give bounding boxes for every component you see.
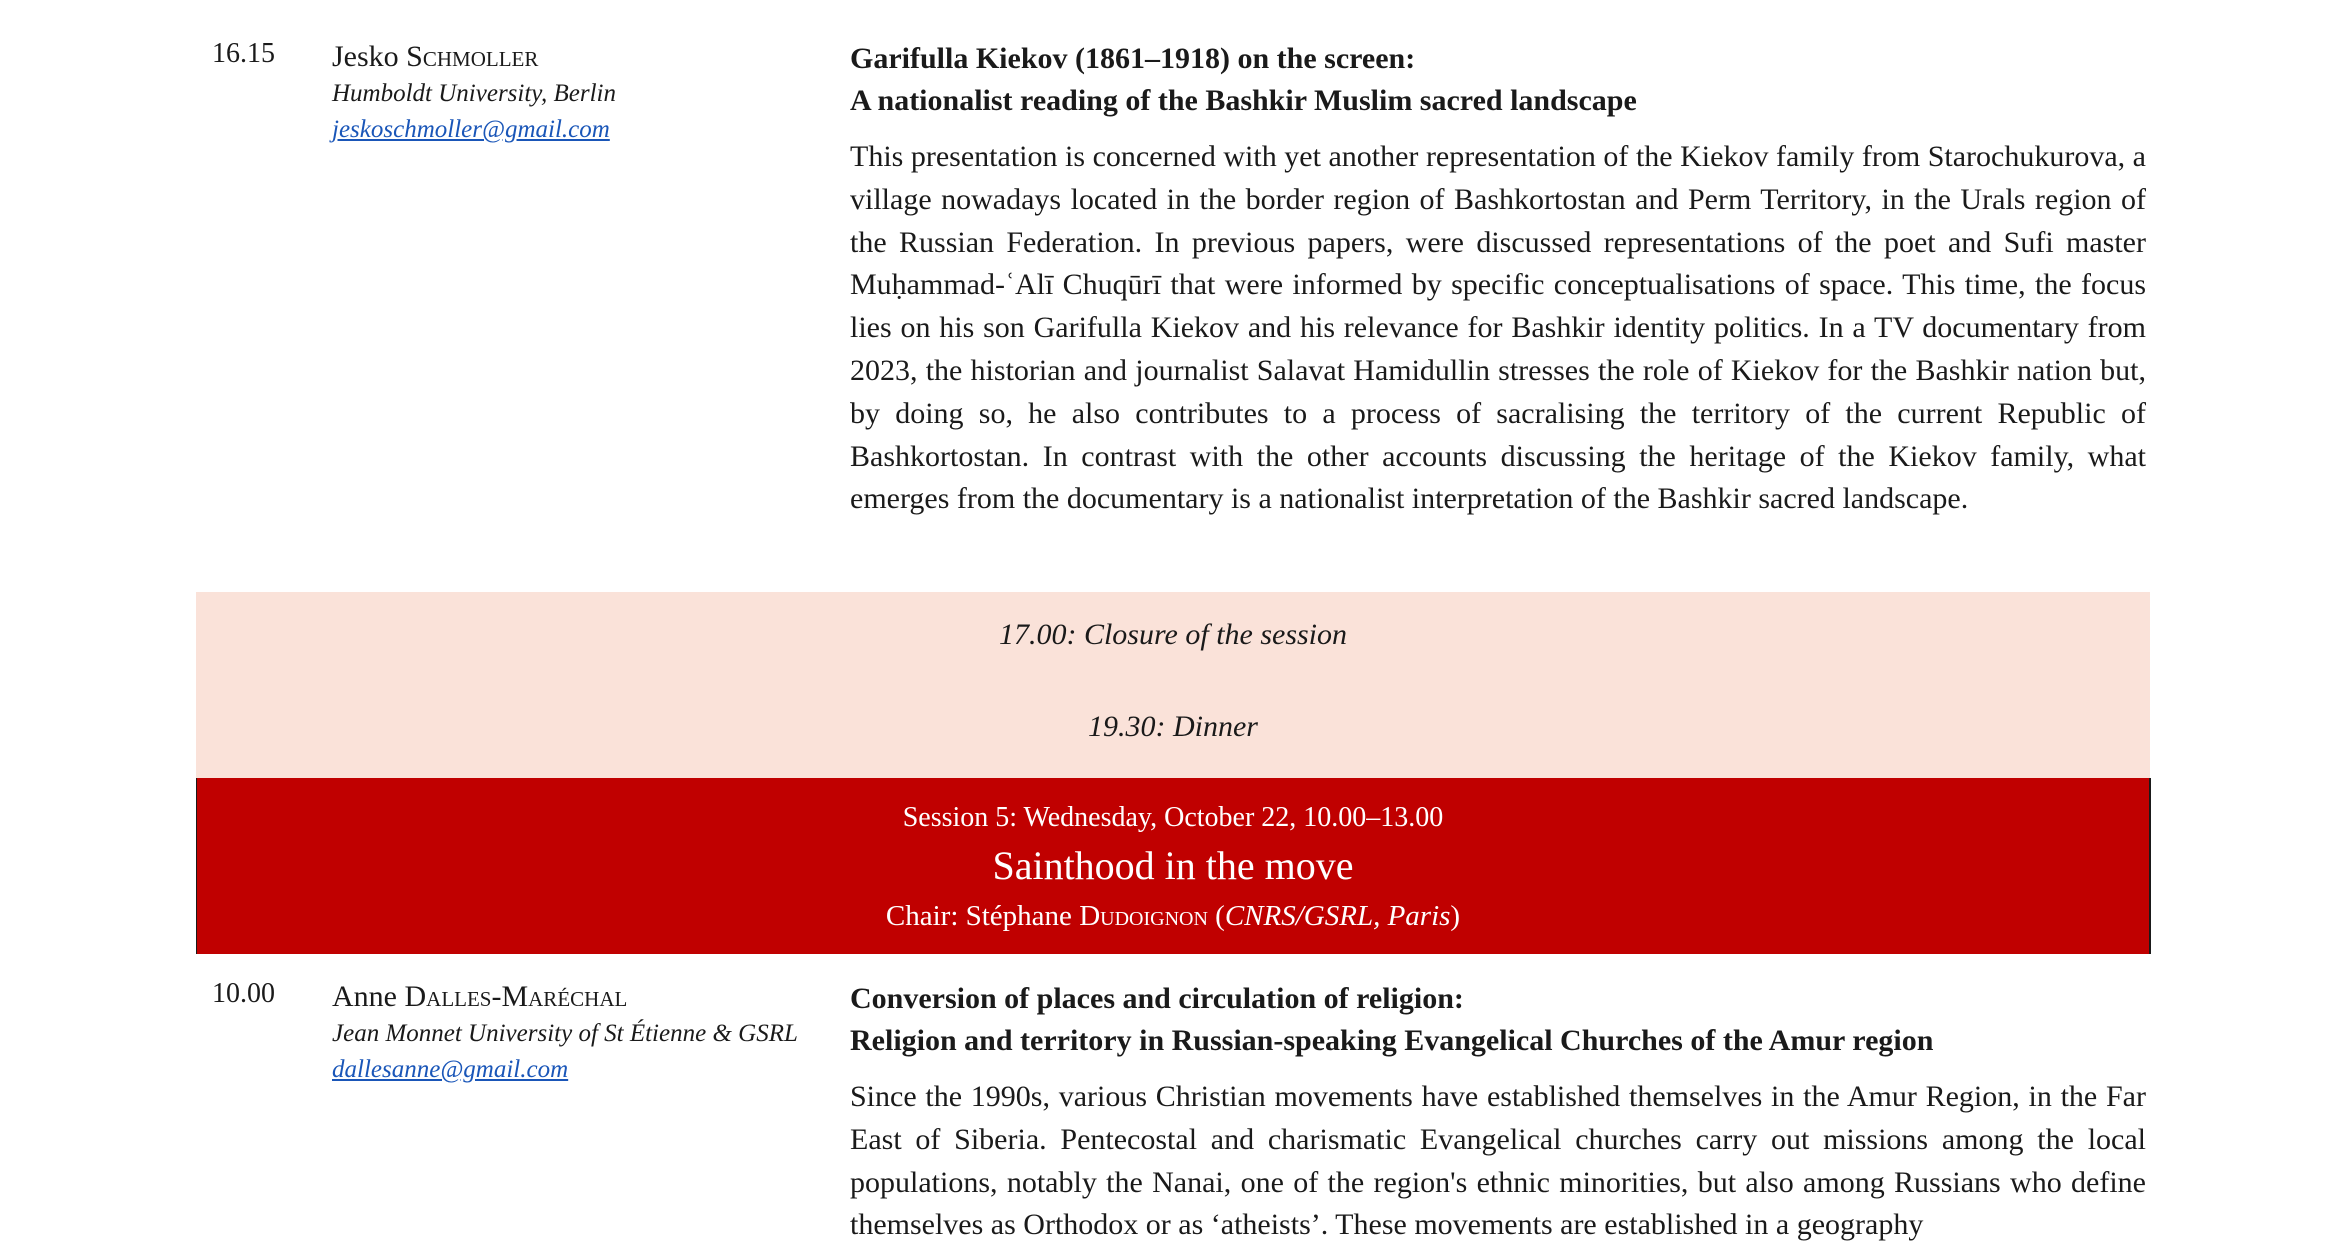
speaker-block [332, 978, 832, 1088]
session-closure-band [196, 592, 2150, 778]
talk-title-line2: Religion and territory in Russian-speaking Evangelical Churches of the Amur region [850, 1024, 1934, 1057]
talk-time: 10.00 [212, 978, 275, 1009]
speaker-email-link[interactable]: jeskoschmoller@gmail.com [332, 116, 610, 143]
speaker-name [332, 978, 832, 1016]
chair-paren-close: ) [1450, 900, 1461, 932]
speaker-affiliation: Humboldt University, Berlin [332, 80, 616, 107]
chair-prefix: Chair: Stéphane [885, 900, 1080, 932]
talk-abstract: This presentation is concerned with yet another representation of the Kiekov family from Starochukurova, a village nowadays located in the border region of Bashkortostan and Perm Territory, in the Urals region of the Russian Federation. In previous papers, were discussed representations of the poet and Sufi master Muḥammad-ʿAlī Chuqūrī that were informed by specific conceptualisations of space. This time, the focus lies on his son Garifulla Kiekov and his relevance for Bashkir identity politics. In a TV documentary from 2023, the historian and journalist Salavat Hamidullin stresses the role of Kiekov for the Bashkir nation but, by doing so, he also contributes to a process of sacralising the territory of the current Republic of Bashkortostan. In contrast with the other accounts discussing the heritage of the Kiekov family, what emerges from the documentary is a nationalist interpretation of the Bashkir sacred landscape. [850, 140, 2146, 516]
speaker-name [332, 38, 832, 76]
talk-abstract: Since the 1990s, various Christian movements have established themselves in the Amur Region, in the Far East of Siberia. Pentecostal and charismatic Evangelical churches carry out missions among the local populations, notably the Nanai, one of the region's ethnic minorities, but also among Russians who define themselves as Orthodox or as ‘atheists’. These movements are established in a geography [850, 1080, 2146, 1242]
session-date-line: Session 5: Wednesday, October 22, 10.00–13.00 [902, 802, 1444, 833]
session-theme: Sainthood in the move [992, 843, 1354, 888]
speaker-last-name: Dalles-Maréchal [404, 980, 628, 1013]
speaker-last-name: Schmoller [406, 40, 539, 73]
talk-title-line2: A nationalist reading of the Bashkir Muslim sacred landscape [850, 84, 1637, 117]
talk-title [850, 978, 2146, 1062]
talk-title-line1: Garifulla Kiekov (1861–1918) on the screen: [850, 42, 1416, 75]
chair-affiliation: CNRS/GSRL, Paris [1224, 900, 1451, 932]
dinner-time-line: 19.30: Dinner [1088, 710, 1258, 743]
talk-title-line1: Conversion of places and circulation of religion: [850, 982, 1464, 1015]
chair-last-name: Dudoignon [1079, 900, 1208, 932]
speaker-email-link[interactable]: dallesanne@gmail.com [332, 1056, 569, 1083]
talk-body [850, 38, 2146, 521]
speaker-block [332, 38, 832, 148]
talk-title [850, 38, 2146, 122]
chair-paren-open: ( [1207, 900, 1225, 932]
talk-time: 16.15 [212, 38, 275, 69]
closure-time-line: 17.00: Closure of the session [998, 618, 1348, 651]
speaker-first-name: Jesko [332, 40, 399, 73]
talk-body [850, 978, 2146, 1247]
speaker-affiliation: Jean Monnet University of St Étienne & GSRL [332, 1020, 798, 1047]
session-chair [197, 900, 2149, 933]
speaker-first-name: Anne [332, 980, 397, 1013]
session-header-band [196, 778, 2151, 954]
